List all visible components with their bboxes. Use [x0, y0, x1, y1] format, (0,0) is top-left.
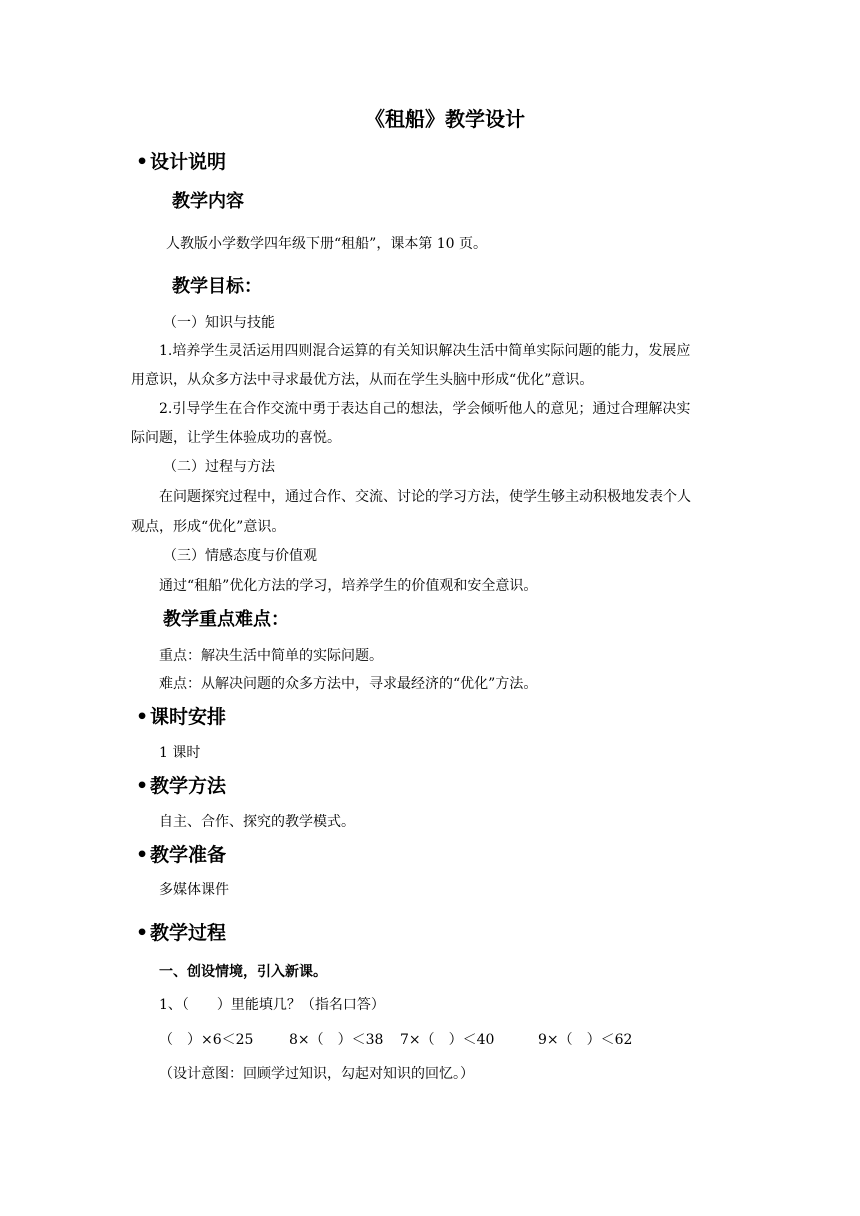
exercise-item: 9×（ ）＜62 [538, 1032, 633, 1048]
section-heading-design [136, 153, 226, 172]
exercise-item: 7×（ ）＜40 [400, 1032, 495, 1048]
section-heading-schedule-label: 课时安排 [150, 706, 227, 728]
schedule-text: 1 课时 [159, 745, 201, 761]
goal1-item2-line1: 2.引导学生在合作交流中勇于表达自己的想法，学会倾听他人的意见；通过合理解决实 [159, 401, 691, 417]
section-heading-prep-label: 教学准备 [150, 844, 227, 866]
section-heading-process [136, 924, 226, 943]
method-text: 自主、合作、探究的教学模式。 [159, 814, 355, 830]
section-heading-prep [136, 846, 226, 865]
goal1-title: （一）知识与技能 [163, 315, 275, 331]
goal2-title: （二）过程与方法 [163, 459, 275, 475]
bullet-icon: • [136, 151, 149, 173]
bullet-icon: • [136, 844, 149, 866]
bullet-icon: • [136, 706, 149, 728]
goal3-line1: 通过“租船”优化方法的学习，培养学生的价值观和安全意识。 [159, 578, 538, 594]
prep-text: 多媒体课件 [159, 882, 229, 898]
goal3-title: （三）情感态度与价值观 [163, 548, 317, 564]
teaching-content-text: 人教版小学数学四年级下册“租船”，课本第 10 页。 [166, 236, 488, 252]
difficult-point-text: 难点：从解决问题的众多方法中，寻求最经济的“优化”方法。 [159, 676, 538, 692]
page-title: 《租船》教学设计 [365, 107, 525, 131]
subheading-teaching-goals: 教学目标： [172, 276, 262, 297]
section-heading-schedule [136, 708, 226, 727]
goal1-item1-line1: 1.培养学生灵活运用四则混合运算的有关知识解决生活中简单实际问题的能力，发展应 [159, 343, 691, 359]
process-question1: 1、（ ）里能填几？（指名口答） [159, 997, 385, 1013]
section-heading-process-label: 教学过程 [150, 922, 227, 944]
bullet-icon: • [136, 775, 149, 797]
goal1-item2-line2: 际问题，让学生体验成功的喜悦。 [131, 430, 341, 446]
exercise-item: 8×（ ）＜38 [289, 1032, 384, 1048]
goal1-item1-line2: 用意识，从众多方法中寻求最优方法，从而在学生头脑中形成“优化”意识。 [131, 372, 594, 388]
goal2-line2: 观点，形成“优化”意识。 [131, 519, 286, 535]
section-heading-method [136, 777, 226, 796]
design-intent-note: （设计意图：回顾学过知识，勾起对知识的回忆。） [159, 1066, 474, 1082]
subheading-key-points: 教学重点难点： [163, 609, 289, 630]
goal2-line1: 在问题探究过程中，通过合作、交流、讨论的学习方法，使学生够主动积极地发表个人 [159, 489, 691, 505]
process-step1-title: 一、创设情境，引入新课。 [159, 964, 327, 980]
section-heading-method-label: 教学方法 [150, 775, 227, 797]
subheading-teaching-content: 教学内容 [172, 191, 244, 212]
exercise-item: （ ）×6＜25 [159, 1032, 254, 1048]
section-heading-design-label: 设计说明 [150, 151, 227, 173]
key-point-text: 重点：解决生活中简单的实际问题。 [159, 648, 383, 664]
bullet-icon: • [136, 922, 149, 944]
